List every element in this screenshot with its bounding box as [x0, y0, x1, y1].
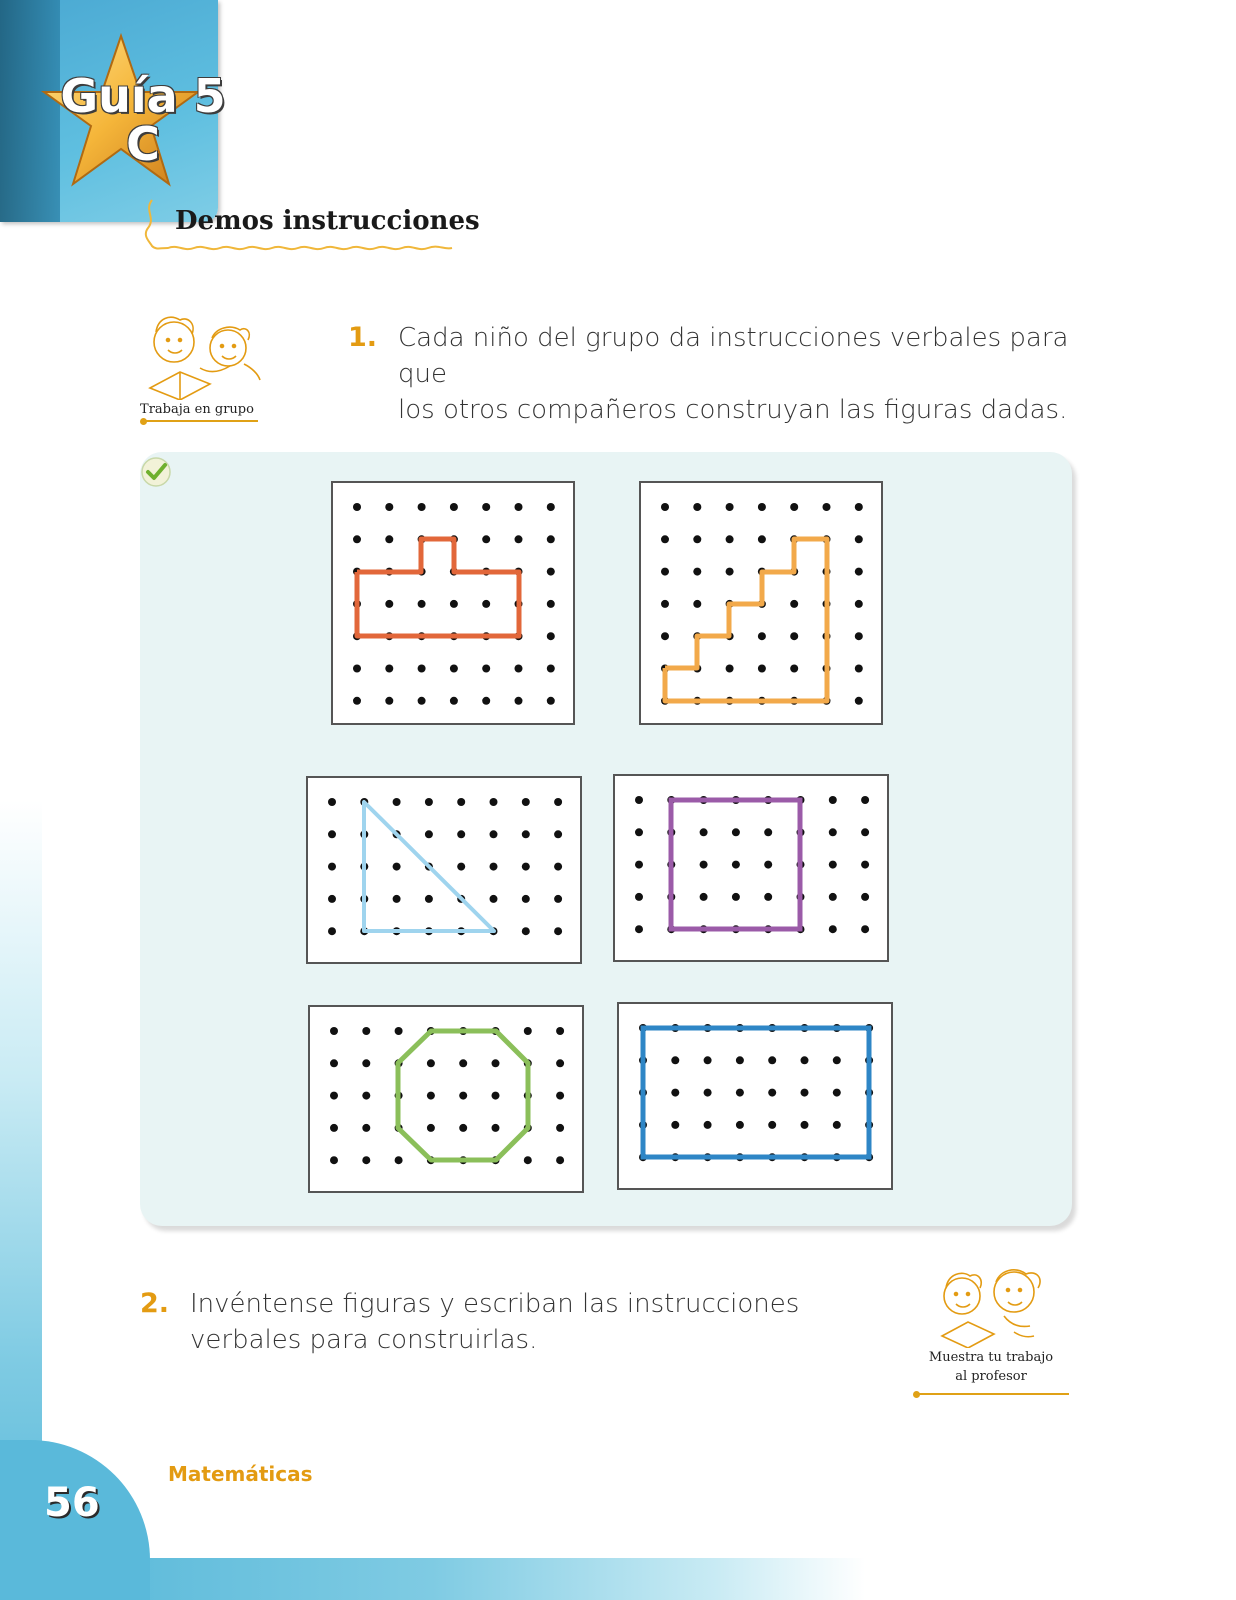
show-work-label [916, 1348, 1066, 1386]
geoboard-peg [704, 1089, 712, 1097]
geoboard-peg [393, 863, 401, 871]
geoboard-peg [764, 861, 772, 869]
geoboard-triangle [306, 776, 582, 964]
figures-panel [140, 452, 1072, 1226]
geoboard-peg [736, 1121, 744, 1129]
square [615, 776, 887, 960]
geoboard-peg [328, 895, 336, 903]
geoboard-peg [764, 893, 772, 901]
geoboard-peg [833, 1056, 841, 1064]
geoboard-peg [556, 1092, 564, 1100]
geoboard-peg [693, 600, 701, 608]
castle-shape [333, 483, 573, 723]
item-instruction [398, 320, 1078, 428]
geoboard-peg [554, 798, 562, 806]
staircase-shape [641, 483, 881, 723]
geoboard-peg [823, 503, 831, 511]
geoboard-peg [482, 503, 490, 511]
geoboard-peg [522, 895, 530, 903]
badge-underline [144, 420, 258, 422]
geoboard-peg [833, 1089, 841, 1097]
geoboard-peg [661, 535, 669, 543]
geoboard-peg [385, 600, 393, 608]
item-instruction [190, 1286, 810, 1358]
geoboard-peg [661, 632, 669, 640]
geoboard-peg [522, 830, 530, 838]
geoboard-peg [861, 796, 869, 804]
geoboard-peg [393, 895, 401, 903]
geoboard-peg [790, 665, 798, 673]
geoboard-peg [829, 828, 837, 836]
geoboard-peg [554, 927, 562, 935]
geoboard-peg [855, 600, 863, 608]
geoboard-peg [450, 600, 458, 608]
geoboard-peg [482, 697, 490, 705]
geoboard-peg [524, 1156, 532, 1164]
geoboard-peg [330, 1027, 338, 1035]
geoboard-peg [395, 1027, 403, 1035]
geoboard-peg [790, 632, 798, 640]
geoboard-peg [801, 1121, 809, 1129]
geoboard-peg [330, 1092, 338, 1100]
geoboard-peg [833, 1121, 841, 1129]
geoboard-peg [395, 1156, 403, 1164]
geoboard-peg [490, 895, 498, 903]
geoboard-peg [457, 830, 465, 838]
geoboard-peg [457, 863, 465, 871]
geoboard-peg [515, 665, 523, 673]
geoboard-peg [861, 925, 869, 933]
geoboard-dots [353, 503, 555, 705]
geoboard-peg [768, 1056, 776, 1064]
geoboard-peg [330, 1124, 338, 1132]
geoboard-peg [425, 830, 433, 838]
geoboard-peg [855, 697, 863, 705]
geoboard-peg [418, 697, 426, 705]
geoboard-peg [704, 1056, 712, 1064]
geoboard-peg [328, 927, 336, 935]
geoboard-peg [556, 1156, 564, 1164]
geoboard-peg [450, 697, 458, 705]
geoboard-peg [736, 1056, 744, 1064]
geoboard-peg [450, 503, 458, 511]
geoboard-peg [492, 1092, 500, 1100]
rectangle [619, 1004, 891, 1188]
geoboard-peg [353, 535, 361, 543]
guide-letter: C [126, 117, 160, 171]
geoboard-peg [554, 895, 562, 903]
geoboard-peg [362, 1092, 370, 1100]
geoboard-peg [726, 503, 734, 511]
geoboard-peg [482, 535, 490, 543]
geoboard-peg [736, 1089, 744, 1097]
geoboard-peg [482, 600, 490, 608]
show-work-label-line: al profesor [955, 1369, 1027, 1384]
geoboard-peg [362, 1027, 370, 1035]
geoboard-square [613, 774, 889, 962]
geoboard-peg [635, 861, 643, 869]
geoboard-peg [764, 828, 772, 836]
geoboard-peg [732, 893, 740, 901]
geoboard-peg [556, 1059, 564, 1067]
triangle-outline [364, 802, 494, 931]
geoboard-castle [331, 481, 575, 725]
geoboard-peg [547, 697, 555, 705]
geoboard-peg [661, 503, 669, 511]
geoboard-peg [704, 1121, 712, 1129]
geoboard-peg [855, 568, 863, 576]
geoboard-peg [362, 1156, 370, 1164]
geoboard-peg [482, 665, 490, 673]
geoboard-peg [855, 665, 863, 673]
geoboard-peg [829, 925, 837, 933]
geoboard-peg [693, 568, 701, 576]
geoboard-peg [425, 895, 433, 903]
geoboard-peg [328, 863, 336, 871]
item-number: 1. [348, 322, 378, 353]
geoboard-peg [418, 665, 426, 673]
geoboard-peg [393, 798, 401, 806]
guide-label [58, 69, 228, 171]
geoboard-peg [758, 665, 766, 673]
geoboard-peg [726, 665, 734, 673]
geoboard-peg [490, 830, 498, 838]
geoboard-peg [829, 796, 837, 804]
geoboard-peg [427, 1092, 435, 1100]
item-instruction-line: Cada niño del grupo da instrucciones verbales para que [398, 323, 1069, 389]
geoboard-dots [639, 1024, 873, 1161]
geoboard-peg [861, 893, 869, 901]
badge-underline [917, 1393, 1069, 1395]
kids-drawing-icon [140, 308, 264, 400]
octagon [310, 1007, 582, 1191]
geoboard-peg [353, 503, 361, 511]
geoboard-peg [790, 600, 798, 608]
geoboard-peg [855, 535, 863, 543]
page-number: 56 [44, 1480, 100, 1526]
geoboard-peg [385, 665, 393, 673]
geoboard-peg [556, 1124, 564, 1132]
geoboard-peg [700, 861, 708, 869]
geoboard-rectangle [617, 1002, 893, 1190]
geoboard-peg [427, 1124, 435, 1132]
geoboard-peg [661, 600, 669, 608]
geoboard-peg [635, 828, 643, 836]
section-title: Demos instrucciones [175, 206, 480, 236]
geoboard-peg [385, 503, 393, 511]
geoboard-peg [330, 1156, 338, 1164]
geoboard-peg [459, 1124, 467, 1132]
geoboard-peg [726, 535, 734, 543]
geoboard-peg [515, 697, 523, 705]
geoboard-peg [768, 1089, 776, 1097]
geoboard-peg [457, 798, 465, 806]
geoboard-peg [758, 632, 766, 640]
geoboard-staircase [639, 481, 883, 725]
geoboard-peg [855, 503, 863, 511]
kids-drawing-icon [934, 1262, 1050, 1348]
footer-subject: Matemáticas [168, 1462, 313, 1486]
geoboard-peg [726, 568, 734, 576]
geoboard-peg [768, 1121, 776, 1129]
geoboard-peg [418, 503, 426, 511]
geoboard-peg [547, 665, 555, 673]
geoboard-peg [328, 798, 336, 806]
geoboard-peg [450, 665, 458, 673]
geoboard-peg [425, 798, 433, 806]
right-triangle [308, 778, 580, 962]
geoboard-peg [427, 1059, 435, 1067]
geoboard-peg [671, 1121, 679, 1129]
geoboard-peg [700, 893, 708, 901]
geoboard-peg [758, 503, 766, 511]
geoboard-peg [522, 927, 530, 935]
geoboard-peg [801, 1056, 809, 1064]
geoboard-peg [861, 861, 869, 869]
geoboard-peg [661, 568, 669, 576]
geoboard-peg [385, 697, 393, 705]
item-instruction-line: Invéntense figuras y escriban las instrucciones [190, 1289, 800, 1319]
geoboard-peg [635, 893, 643, 901]
bottom-decor-bar [0, 1558, 1236, 1600]
geoboard-peg [522, 798, 530, 806]
geoboard-peg [790, 503, 798, 511]
geoboard-peg [554, 830, 562, 838]
geoboard-peg [330, 1059, 338, 1067]
geoboard-peg [635, 796, 643, 804]
check-icon [140, 456, 172, 488]
geoboard-peg [829, 861, 837, 869]
geoboard-peg [700, 828, 708, 836]
geoboard-peg [418, 600, 426, 608]
geoboard-peg [732, 828, 740, 836]
geoboard-peg [385, 535, 393, 543]
geoboard-octagon [308, 1005, 584, 1193]
castle-outline [357, 539, 519, 636]
geoboard-peg [547, 535, 555, 543]
item-instruction-line: los otros compañeros construyan las figuras dadas. [398, 395, 1068, 425]
geoboard-peg [554, 863, 562, 871]
geoboard-peg [801, 1089, 809, 1097]
geoboard-peg [490, 863, 498, 871]
group-work-label: Trabaja en grupo [140, 402, 254, 417]
geoboard-peg [362, 1059, 370, 1067]
geoboard-peg [758, 535, 766, 543]
item-instruction-line: verbales para construirlas. [190, 1325, 538, 1355]
geoboard-peg [459, 1092, 467, 1100]
geoboard-peg [732, 861, 740, 869]
staircase-outline [665, 539, 827, 701]
geoboard-peg [515, 503, 523, 511]
geoboard-peg [829, 893, 837, 901]
geoboard-peg [547, 632, 555, 640]
geoboard-peg [524, 1027, 532, 1035]
guide-number: Guía 5 [60, 69, 226, 123]
geoboard-peg [635, 925, 643, 933]
geoboard-peg [362, 1124, 370, 1132]
geoboard-peg [556, 1027, 564, 1035]
item-number: 2. [140, 1288, 170, 1319]
geoboard-peg [547, 503, 555, 511]
geoboard-peg [492, 1059, 500, 1067]
geoboard-peg [693, 503, 701, 511]
geoboard-peg [515, 535, 523, 543]
geoboard-peg [328, 830, 336, 838]
geoboard-peg [459, 1059, 467, 1067]
show-work-label-line: Muestra tu trabajo [928, 1350, 1054, 1365]
geoboard-peg [861, 828, 869, 836]
geoboard-peg [353, 665, 361, 673]
geoboard-peg [671, 1089, 679, 1097]
geoboard-peg [490, 798, 498, 806]
geoboard-peg [693, 535, 701, 543]
geoboard-peg [855, 632, 863, 640]
geoboard-peg [547, 568, 555, 576]
geoboard-peg [671, 1056, 679, 1064]
geoboard-peg [547, 600, 555, 608]
geoboard-peg [492, 1124, 500, 1132]
geoboard-peg [353, 697, 361, 705]
geoboard-peg [522, 863, 530, 871]
